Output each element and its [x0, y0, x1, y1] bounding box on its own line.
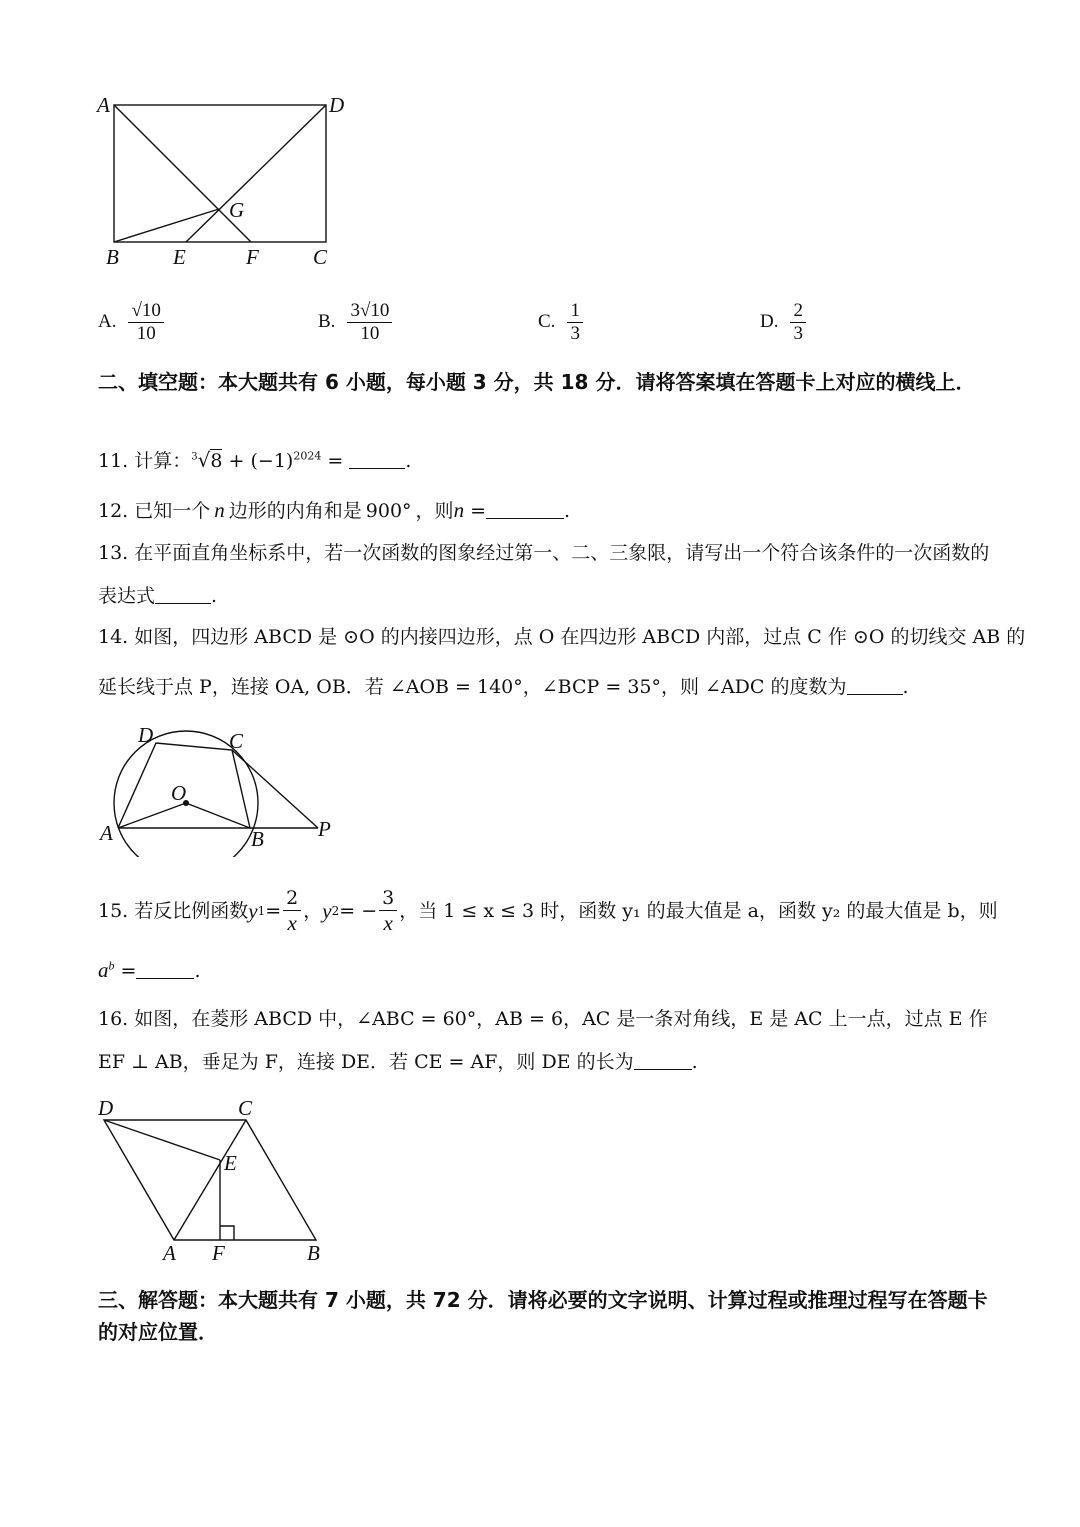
q13-answer-blank[interactable]: [155, 589, 211, 604]
label-B: B: [106, 245, 119, 269]
label-D: D: [329, 93, 345, 117]
label-D: D: [98, 1096, 114, 1120]
label-C: C: [313, 245, 328, 269]
option-b[interactable]: B. $\frac{3√10}{10}$: [318, 300, 394, 345]
label-C: C: [238, 1096, 253, 1120]
q12-answer-blank[interactable]: [486, 504, 564, 519]
question-15-line1: 15. 若反比例函数 y 1 = $\frac{2}{x}$ ， y 2 = − $\frac{3}{x}$ ，当 1 ≤ x ≤ 3 时，函数 y₁ 的最大值是 a，函数 y₂ 的最大值是 b，则: [98, 887, 998, 935]
label-F: F: [212, 1241, 225, 1265]
question-13-line2: 表达式 .: [98, 585, 218, 607]
question-11: 11. 计算：$^3√8 + (-1)^{2024}$ = .: [98, 448, 412, 472]
option-b-fraction: $\frac{3√10}{10}$: [347, 300, 392, 345]
question-15-line2: $a^b$ = .: [98, 958, 201, 982]
label-O: O: [171, 781, 187, 805]
label-E: E: [173, 245, 186, 269]
label-C: C: [229, 729, 244, 753]
label-A: A: [100, 821, 113, 845]
figure-rectangle: [90, 88, 370, 278]
question-16-line2: EF ⊥ AB，垂足为 F，连接 DE．若 CE = AF，则 DE 的长为 .: [98, 1051, 698, 1073]
option-d-fraction: $\frac{2}{3}$: [790, 300, 806, 345]
label-A: A: [97, 93, 110, 117]
label-G: G: [229, 198, 245, 222]
figure-circle-quadrilateral: [95, 722, 345, 857]
option-d[interactable]: D. $\frac{2}{3}$: [760, 300, 808, 345]
label-P: P: [318, 817, 331, 841]
label-A: A: [163, 1241, 176, 1265]
label-D: D: [138, 723, 154, 747]
section2-heading: 二、填空题：本大题共有 6 小题，每小题 3 分，共 18 分．请将答案填在答题卡上对应的横线上．: [98, 370, 976, 394]
q11-answer-blank[interactable]: [349, 454, 405, 469]
label-B: B: [307, 1241, 320, 1265]
question-14-line2: 延长线于点 P，连接 OA, OB．若 ∠AOB = 140°，∠BCP = 35°，则 ∠ADC 的度数为 .: [98, 676, 909, 698]
q15-answer-blank[interactable]: [136, 964, 194, 979]
question-16-line1: 16. 如图，在菱形 ABCD 中，∠ABC = 60°，AB = 6，AC 是一条对角线，E 是 AC 上一点，过点 E 作: [98, 1008, 988, 1030]
q16-answer-blank[interactable]: [634, 1055, 692, 1070]
q15-fraction-2: $\frac{3}{x}$: [379, 888, 397, 935]
label-B: B: [251, 827, 264, 851]
q15-fraction-1: $\frac{2}{x}$: [283, 888, 301, 935]
question-12: 12. 已知一个 n 边形的内角和是 900° ，则n = .: [98, 498, 571, 522]
q14-answer-blank[interactable]: [847, 680, 903, 695]
figure-rhombus: [92, 1090, 332, 1270]
label-E: E: [224, 1151, 237, 1175]
question-13-line1: 13. 在平面直角坐标系中，若一次函数的图象经过第一、二、三象限，请写出一个符合该条件的一次函数的: [98, 542, 990, 564]
label-F: F: [246, 245, 259, 269]
option-a-fraction: $\frac{√10}{10}$: [128, 300, 163, 345]
option-c[interactable]: C. $\frac{1}{3}$: [538, 300, 585, 345]
option-a[interactable]: A. $\frac{√10}{10}$: [98, 300, 166, 345]
section3-heading: 三、解答题：本大题共有 7 小题，共 72 分．请将必要的文字说明、计算过程或推理过程写在答题卡的对应位置．: [98, 1288, 988, 1344]
option-c-fraction: $\frac{1}{3}$: [567, 300, 583, 345]
question-14-line1: 14. 如图，四边形 ABCD 是 ⊙O 的内接四边形，点 O 在四边形 ABCD 内部，过点 C 作 ⊙O 的切线交 AB 的: [98, 626, 1026, 648]
